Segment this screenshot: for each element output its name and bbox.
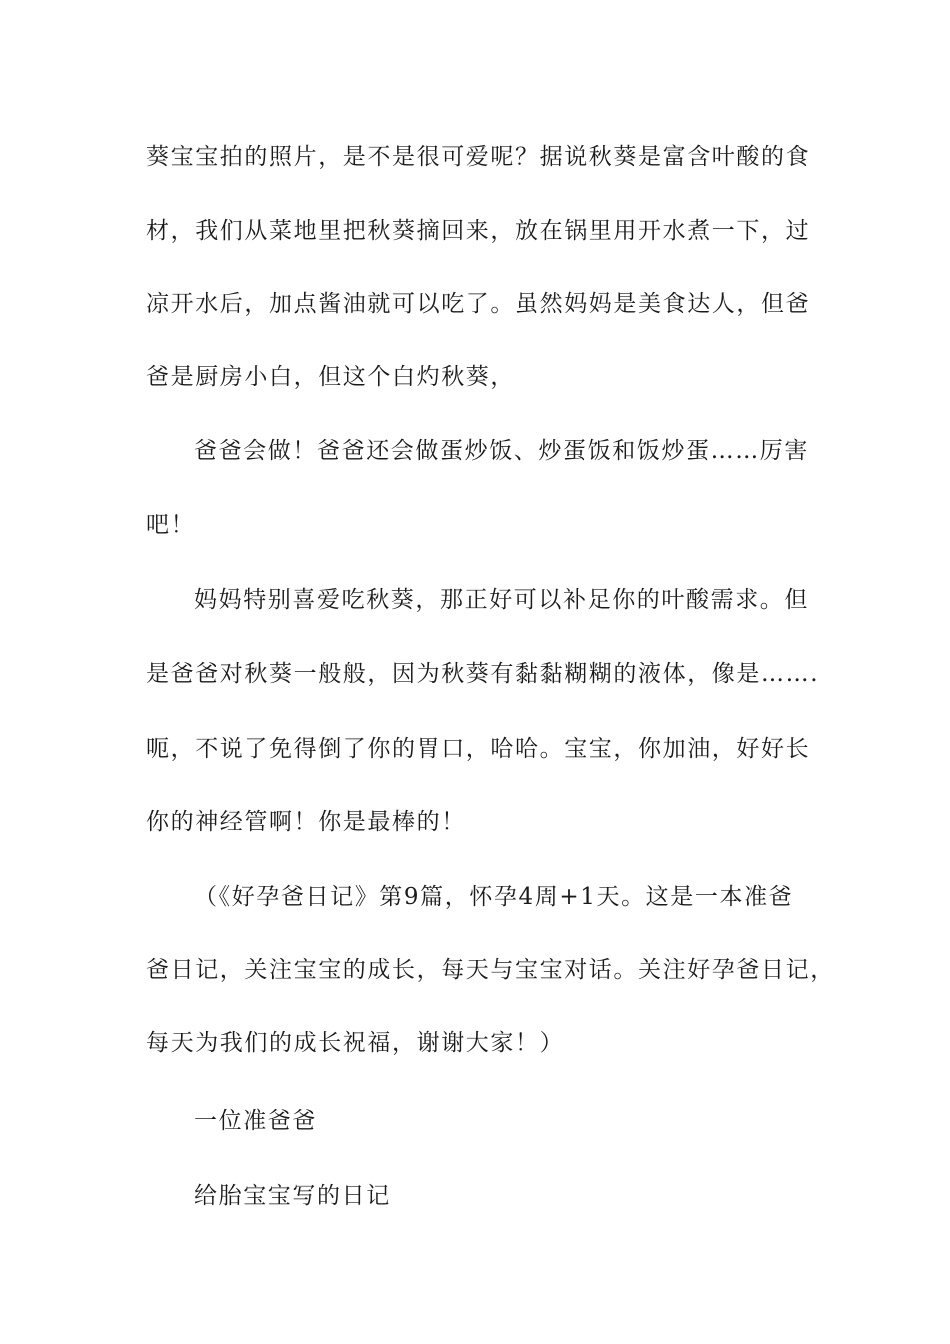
text-line: 凉开水后，加点酱油就可以吃了。虽然妈妈是美食达人，但爸 (146, 291, 811, 317)
text-line: 给胎宝宝写的日记 (194, 1183, 391, 1209)
text-line: 爸日记，关注宝宝的成长，每天与宝宝对话。关注好孕爸日记， (146, 957, 835, 983)
text-line: 爸是厨房小白，但这个白灼秋葵， (146, 364, 515, 390)
text-line: 一位准爸爸 (194, 1108, 317, 1134)
text-line: 你的神经管啊！你是最棒的！ (146, 809, 466, 835)
text-line: 每天为我们的成长祝福，谢谢大家！） (146, 1030, 565, 1056)
text-line: 呃，不说了免得倒了你的胃口，哈哈。宝宝，你加油，好好长 (146, 736, 811, 762)
text-line: 妈妈特别喜爱吃秋葵，那正好可以补足你的叶酸需求。但 (194, 587, 809, 613)
text-line: 材，我们从菜地里把秋葵摘回来，放在锅里用开水煮一下，过 (146, 218, 811, 244)
text-line: 葵宝宝拍的照片，是不是很可爱呢？据说秋葵是富含叶酸的食 (146, 144, 811, 170)
text-line: （《好孕爸日记》第9篇，怀孕4周+1天。这是一本准爸 (194, 884, 794, 910)
text-line: 吧！ (146, 512, 196, 538)
text-line: 是爸爸对秋葵一般般，因为秋葵有黏黏糊糊的液体，像是……. (146, 661, 820, 687)
text-line: 爸爸会做！爸爸还会做蛋炒饭、炒蛋饭和饭炒蛋……厉害 (194, 438, 809, 464)
